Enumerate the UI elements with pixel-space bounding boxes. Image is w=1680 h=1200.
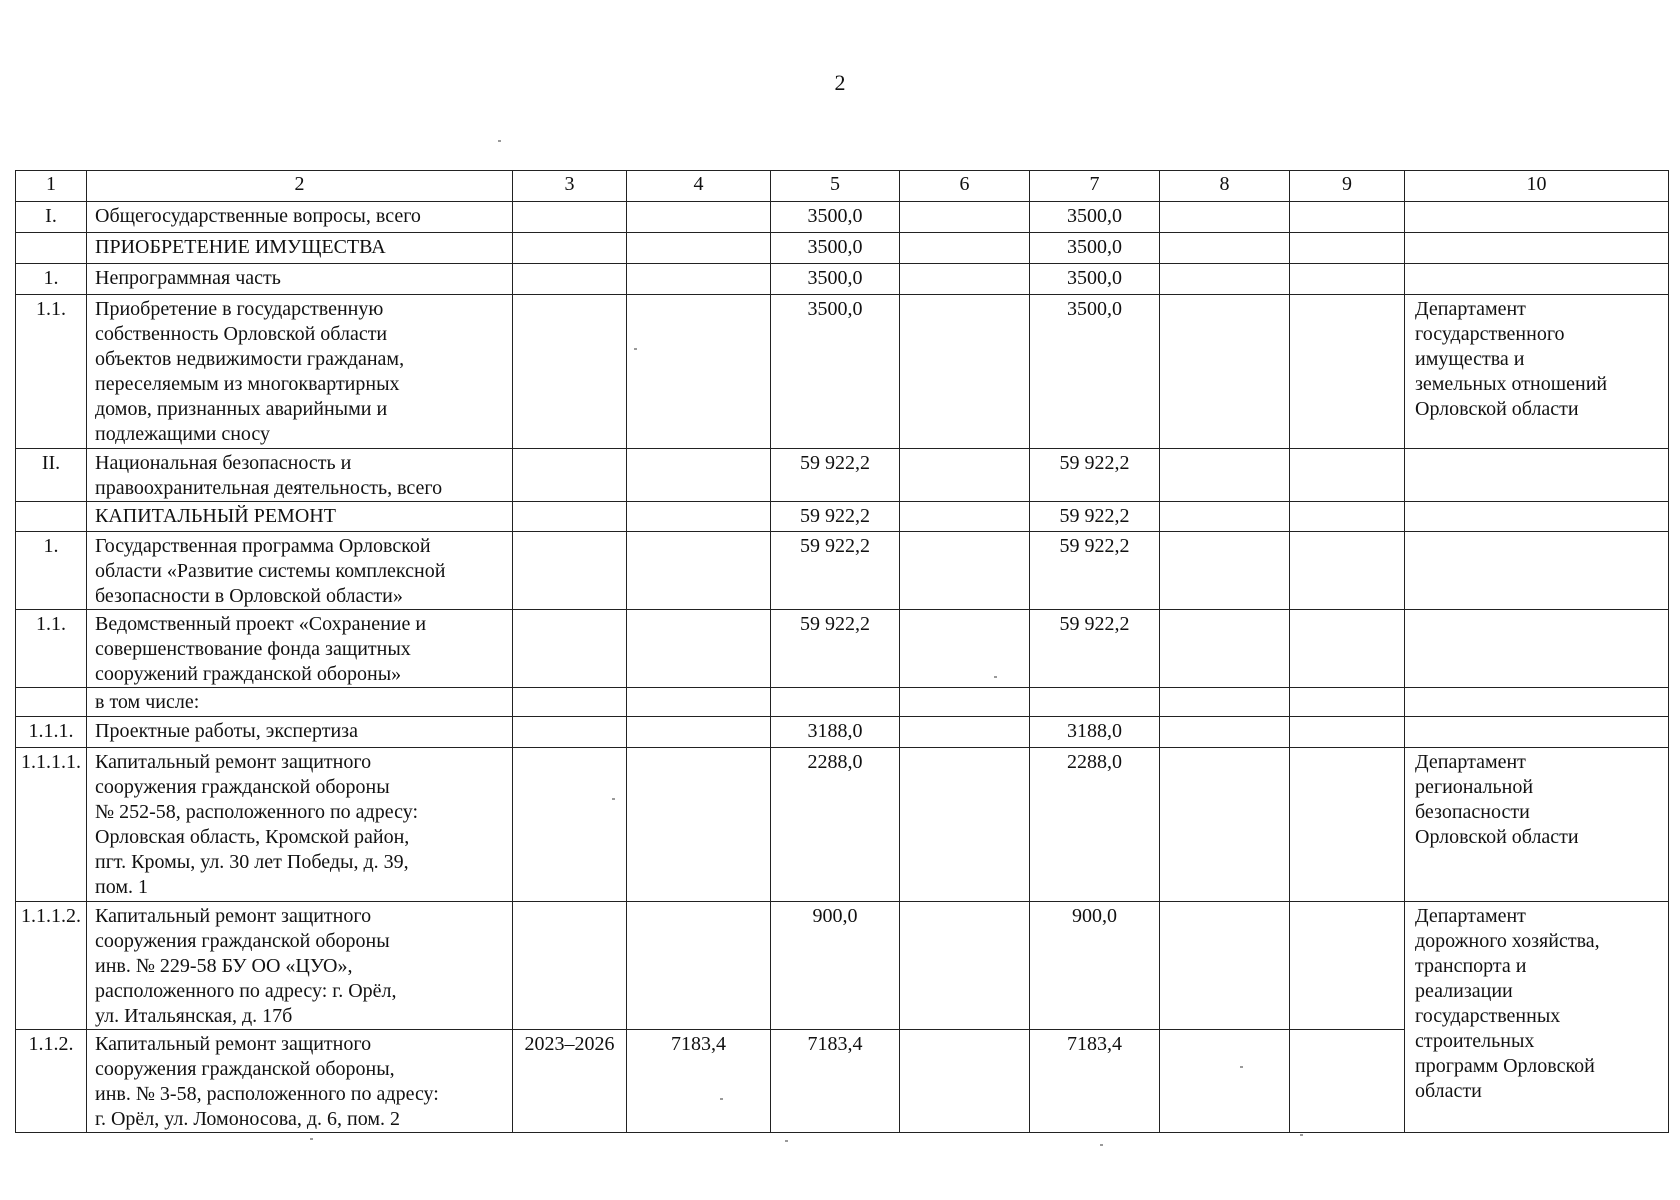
row-number: 1. [16, 532, 87, 610]
cost-cell [627, 717, 771, 748]
department-cell: Департамент региональной безопасности Орловской области [1405, 748, 1669, 902]
col7-cell: 59 922,2 [1030, 610, 1160, 688]
scan-speck [1300, 1134, 1303, 1136]
row-number: 1.1.1. [16, 717, 87, 748]
cost-cell [627, 233, 771, 264]
col9-cell [1290, 449, 1405, 502]
col6-cell [900, 295, 1030, 449]
col8-cell [1160, 264, 1290, 295]
item-name: Проектные работы, экспертиза [87, 717, 513, 748]
col9-cell [1290, 233, 1405, 264]
table-row [16, 610, 1669, 688]
department-cell [1405, 233, 1669, 264]
item-name: в том числе: [87, 688, 513, 717]
period-cell [513, 532, 627, 610]
cost-cell [627, 532, 771, 610]
row-number: 1.1.1.2. [16, 902, 87, 1030]
table-row [16, 233, 1669, 264]
col9-cell [1290, 748, 1405, 902]
row-number: 1. [16, 264, 87, 295]
row-number [16, 502, 87, 532]
item-name: Ведомственный проект «Сохранение и совершенствование фонда защитных сооружений гражданской обороны» [87, 610, 513, 688]
period-cell [513, 717, 627, 748]
cost-cell [627, 902, 771, 1030]
col6-cell [900, 688, 1030, 717]
col5-cell: 2288,0 [771, 748, 900, 902]
period-cell [513, 295, 627, 449]
scan-speck [1100, 1144, 1103, 1146]
col9-cell [1290, 688, 1405, 717]
col9-cell [1290, 502, 1405, 532]
scan-speck [785, 1140, 788, 1142]
row-number: 1.1.2. [16, 1030, 87, 1133]
col7-cell: 2288,0 [1030, 748, 1160, 902]
col7-cell: 59 922,2 [1030, 532, 1160, 610]
col9-cell [1290, 532, 1405, 610]
department-cell: Департамент государственного имущества и земельных отношений Орловской области [1405, 295, 1669, 449]
col7-cell [1030, 688, 1160, 717]
scan-speck [634, 348, 637, 350]
cost-cell [627, 264, 771, 295]
period-cell [513, 688, 627, 717]
col7-cell: 3500,0 [1030, 202, 1160, 233]
col8-cell [1160, 233, 1290, 264]
page-number: 2 [834, 70, 846, 95]
col6-cell [900, 610, 1030, 688]
item-name: Капитальный ремонт защитного сооружения гражданской обороны инв. № 229-58 БУ ОО «ЦУО», расположенного по адресу: г. Орёл, ул. Итальянская, д. 17б [87, 902, 513, 1030]
table-row [16, 902, 1669, 1030]
header-cell: 7 [1030, 171, 1160, 202]
col8-cell [1160, 1030, 1290, 1133]
col8-cell [1160, 717, 1290, 748]
table-row [16, 264, 1669, 295]
col7-cell: 59 922,2 [1030, 449, 1160, 502]
row-number [16, 233, 87, 264]
cost-cell [627, 748, 771, 902]
col5-cell: 3188,0 [771, 717, 900, 748]
budget-table [15, 170, 1669, 1133]
col7-cell: 3500,0 [1030, 295, 1160, 449]
col6-cell [900, 233, 1030, 264]
col8-cell [1160, 532, 1290, 610]
department-cell [1405, 610, 1669, 688]
period-cell [513, 748, 627, 902]
col5-cell: 3500,0 [771, 264, 900, 295]
col5-cell: 3500,0 [771, 295, 900, 449]
col5-cell: 59 922,2 [771, 449, 900, 502]
period-cell [513, 449, 627, 502]
col9-cell [1290, 295, 1405, 449]
department-cell [1405, 688, 1669, 717]
row-number: 1.1.1.1. [16, 748, 87, 902]
col8-cell [1160, 295, 1290, 449]
department-cell [1405, 532, 1669, 610]
col6-cell [900, 532, 1030, 610]
col7-cell: 59 922,2 [1030, 502, 1160, 532]
table-row [16, 688, 1669, 717]
col6-cell [900, 748, 1030, 902]
table-row [16, 202, 1669, 233]
period-cell [513, 502, 627, 532]
header-cell: 8 [1160, 171, 1290, 202]
table-row [16, 532, 1669, 610]
item-name: Капитальный ремонт защитного сооружения гражданской обороны, инв. № 3-58, расположенного по адресу: г. Орёл, ул. Ломоносова, д. 6, пом. 2 [87, 1030, 513, 1133]
period-cell [513, 610, 627, 688]
col5-cell: 7183,4 [771, 1030, 900, 1133]
col6-cell [900, 1030, 1030, 1133]
col7-cell: 3500,0 [1030, 264, 1160, 295]
department-cell [1405, 502, 1669, 532]
item-name: ПРИОБРЕТЕНИЕ ИМУЩЕСТВА [87, 233, 513, 264]
cost-cell: 7183,4 [627, 1030, 771, 1133]
item-name: Национальная безопасность и правоохранительная деятельность, всего [87, 449, 513, 502]
header-cell: 2 [87, 171, 513, 202]
period-cell [513, 202, 627, 233]
header-cell: 5 [771, 171, 900, 202]
row-number: II. [16, 449, 87, 502]
header-cell: 9 [1290, 171, 1405, 202]
cost-cell [627, 449, 771, 502]
item-name: Государственная программа Орловской области «Развитие системы комплексной безопасности в Орловской области» [87, 532, 513, 610]
row-number: I. [16, 202, 87, 233]
col8-cell [1160, 202, 1290, 233]
col8-cell [1160, 748, 1290, 902]
col5-cell: 59 922,2 [771, 532, 900, 610]
col6-cell [900, 202, 1030, 233]
item-name: Общегосударственные вопросы, всего [87, 202, 513, 233]
header-row [16, 171, 1669, 202]
row-number [16, 688, 87, 717]
header-cell: 10 [1405, 171, 1669, 202]
period-cell [513, 264, 627, 295]
period-cell [513, 902, 627, 1030]
col9-cell [1290, 1030, 1405, 1133]
col6-cell [900, 502, 1030, 532]
col7-cell: 7183,4 [1030, 1030, 1160, 1133]
scan-speck [498, 140, 501, 142]
col5-cell: 59 922,2 [771, 502, 900, 532]
col9-cell [1290, 717, 1405, 748]
cost-cell [627, 202, 771, 233]
department-cell [1405, 449, 1669, 502]
col8-cell [1160, 449, 1290, 502]
col7-cell: 3188,0 [1030, 717, 1160, 748]
cost-cell [627, 610, 771, 688]
scan-speck [310, 1138, 313, 1140]
row-number: 1.1. [16, 295, 87, 449]
table-row [16, 502, 1669, 532]
cost-cell [627, 502, 771, 532]
scan-speck [1240, 1066, 1243, 1068]
item-name: Непрограммная часть [87, 264, 513, 295]
period-cell [513, 233, 627, 264]
col7-cell: 900,0 [1030, 902, 1160, 1030]
col8-cell [1160, 610, 1290, 688]
col6-cell [900, 902, 1030, 1030]
department-cell [1405, 202, 1669, 233]
col6-cell [900, 449, 1030, 502]
col6-cell [900, 264, 1030, 295]
col9-cell [1290, 610, 1405, 688]
item-name: КАПИТАЛЬНЫЙ РЕМОНТ [87, 502, 513, 532]
department-cell [1405, 717, 1669, 748]
header-cell: 4 [627, 171, 771, 202]
item-name: Капитальный ремонт защитного сооружения гражданской обороны № 252-58, расположенного по адресу: Орловская область, Кромской район, пгт. Кромы, ул. 30 лет Победы, д. 39, пом. 1 [87, 748, 513, 902]
col5-cell: 59 922,2 [771, 610, 900, 688]
col5-cell: 900,0 [771, 902, 900, 1030]
col6-cell [900, 717, 1030, 748]
header-cell: 1 [16, 171, 87, 202]
header-cell: 6 [900, 171, 1030, 202]
col7-cell: 3500,0 [1030, 233, 1160, 264]
col8-cell [1160, 902, 1290, 1030]
header-cell: 3 [513, 171, 627, 202]
table-row [16, 717, 1669, 748]
scan-speck [612, 798, 615, 800]
department-cell [1405, 264, 1669, 295]
department-cell: Департамент дорожного хозяйства, транспорта и реализации государственных строительных программ Орловской области [1405, 902, 1669, 1133]
table-row [16, 748, 1669, 902]
row-number: 1.1. [16, 610, 87, 688]
cost-cell [627, 688, 771, 717]
col8-cell [1160, 502, 1290, 532]
col9-cell [1290, 202, 1405, 233]
col9-cell [1290, 264, 1405, 295]
scan-speck [720, 1098, 723, 1100]
col9-cell [1290, 902, 1405, 1030]
col5-cell: 3500,0 [771, 202, 900, 233]
period-cell: 2023–2026 [513, 1030, 627, 1133]
item-name: Приобретение в государственную собственность Орловской области объектов недвижимости гражданам, переселяемым из многоквартирных домов, признанных аварийными и подлежащими сносу [87, 295, 513, 449]
col8-cell [1160, 688, 1290, 717]
col5-cell [771, 688, 900, 717]
table-row [16, 449, 1669, 502]
cost-cell [627, 295, 771, 449]
scan-speck [994, 676, 997, 678]
col5-cell: 3500,0 [771, 233, 900, 264]
table-row [16, 295, 1669, 449]
